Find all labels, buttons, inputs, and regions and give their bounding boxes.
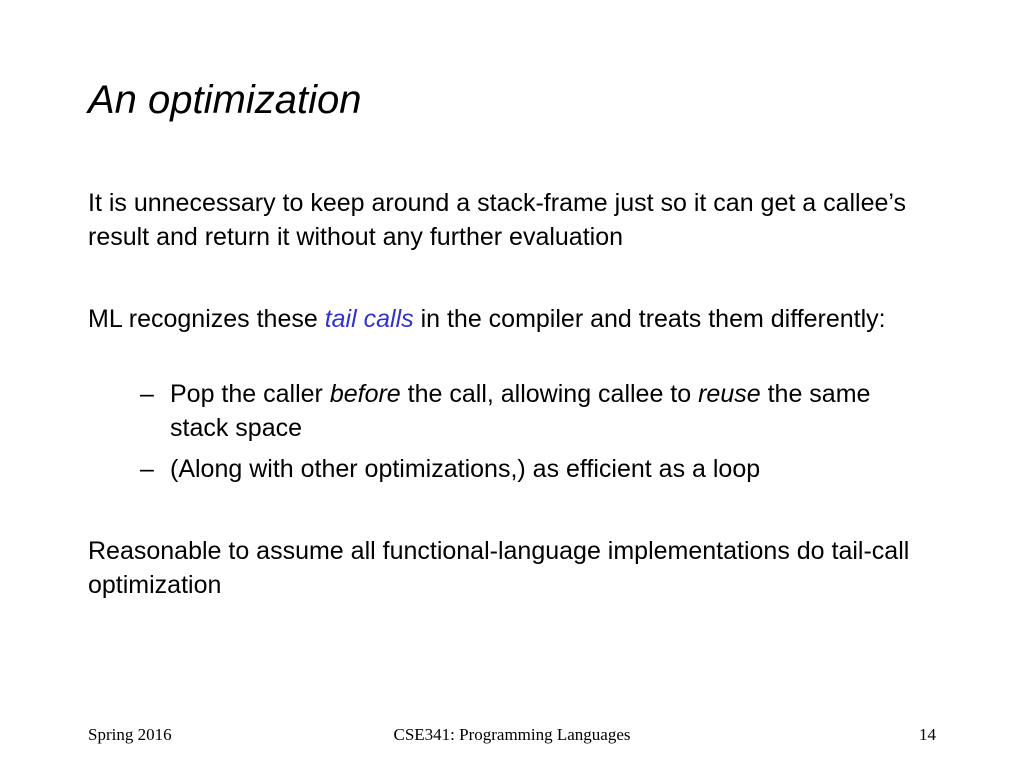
footer-page-number: 14 — [919, 725, 936, 744]
footer-course: CSE341: Programming Languages — [393, 725, 631, 744]
sub-bullet-text-3: the same stack space — [170, 380, 871, 442]
paragraph-reasonable: Reasonable to assume all functional-language implementations do tail-call optimization — [88, 537, 910, 599]
paragraph-tail-calls-before: ML recognizes these — [88, 305, 325, 333]
sub-bullet-emphasis-reuse: reuse — [698, 380, 761, 408]
dash-bullet-icon: – — [140, 455, 154, 483]
tail-calls-term: tail calls — [324, 305, 414, 333]
dash-bullet-icon: – — [140, 380, 154, 408]
slide-title: An optimization — [88, 78, 362, 122]
footer-term: Spring 2016 — [88, 725, 172, 744]
sub-bullet-text: (Along with other optimizations,) as efficient as a loop — [170, 455, 761, 483]
sub-bullet-efficient-loop — [140, 452, 930, 486]
sub-bullet-pop-caller — [140, 377, 930, 445]
paragraph-tail-calls-after: in the compiler and treats them differently: — [413, 305, 886, 333]
sub-bullet-text-1: Pop the caller — [170, 380, 330, 408]
paragraph-stack-frame: It is unnecessary to keep around a stack-frame just so it can get a callee’s result and return it without any further evaluation — [88, 189, 907, 251]
sub-bullet-emphasis-before: before — [329, 380, 401, 408]
paragraph-tail-calls — [88, 302, 948, 336]
sub-bullet-text-2: the call, allowing callee to — [400, 380, 699, 408]
